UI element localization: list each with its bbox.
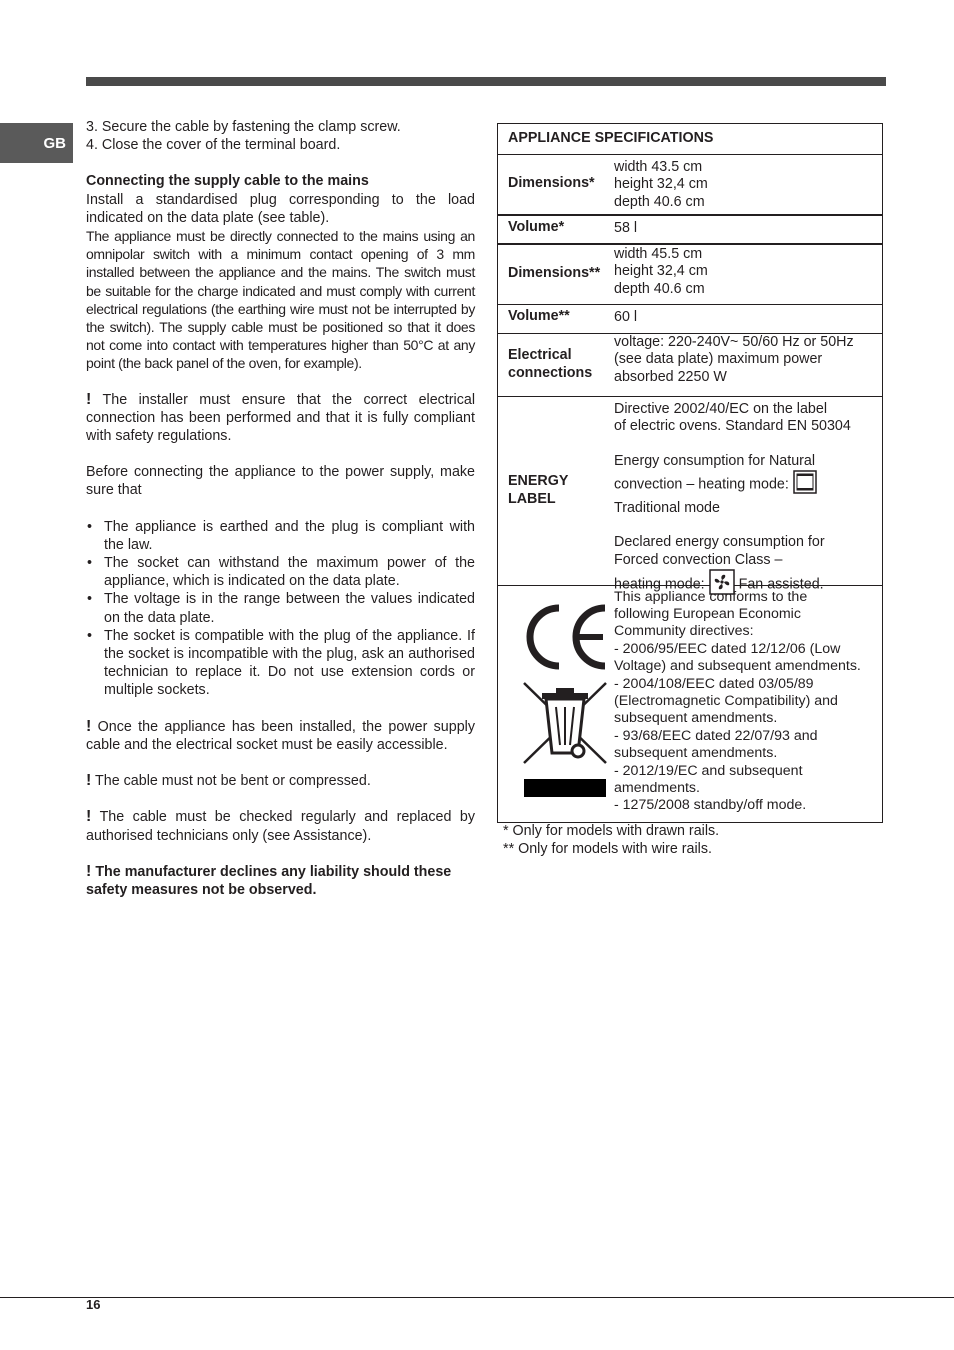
compliance-line: Voltage) and subsequent amendments. [614,658,861,675]
oven-static-icon [793,470,817,500]
compliance-line: - 2012/19/EC and subsequent [614,762,803,779]
dimension-depth: depth 40.6 cm [614,193,705,210]
energy-line-text: heating mode: [614,576,705,593]
list-item: • The voltage is in the range between the values indicated on the data plate. [86,590,475,626]
step-3: 3. Secure the cable by fastening the clamp screw. [86,119,401,135]
exclamation-icon: ! [86,717,92,735]
list-item: • The appliance is earthed and the plug is compliant with the law. [86,518,475,554]
warning-liability-text: The manufacturer declines any liability should these safety measures not be observed. [86,863,452,898]
volume-value: 58 l [614,219,638,236]
electrical-label [498,334,614,396]
section-heading: Connecting the supply cable to the mains [86,173,369,190]
compliance-line: subsequent amendments. [614,710,778,727]
footnote-wire-rails: ** Only for models with wire rails. [503,841,712,857]
dimension-depth: depth 40.6 cm [614,280,705,297]
table-row [498,304,882,333]
dimensions-label: Dimensions** [508,265,601,282]
crossed-bin-icon [522,681,608,775]
energy-line: of electric ovens. Standard EN 50304 [614,418,851,434]
compliance-line: - 2004/108/EEC dated 03/05/89 [614,675,814,692]
warning-accessible-text: Once the appliance has been installed, the power supply cable and the electrical socket must be easily accessible. [86,718,475,753]
energy-line: Directive 2002/40/EC on the label [614,400,827,417]
electrical-line: (see data plate) maximum power [614,351,823,367]
checklist [86,518,475,700]
energy-label-line: LABEL [508,490,556,507]
language-tab-label: GB [43,134,66,152]
warning-installer [86,391,475,446]
compliance-line: - 93/68/EEC dated 22/07/93 and [614,727,818,744]
paragraph-switch: The appliance must be directly connected to the mains using an omnipolar switch with a minimum contact opening of 3 mm installed between the appliance and the mains. The switch must be suitable for the charge indicated and must comply with current electrical regulations (the earthing wire must not be interrupted by the switch). The supply cable must be positioned so that it does not come into contact with temperatures higher than 50°C at any point (the back panel of the oven, for example). [86,228,475,372]
dimension-height: height 32,4 cm [614,263,708,279]
bottom-rule [0,1297,954,1298]
warning-installer-text: The installer must ensure that the correct electrical connection has been performed and that it is fully compliant with safety regulations. [86,391,475,445]
paragraph-plug: Install a standardised plug corresponding to the load indicated on the data plate (see table). [86,191,475,226]
exclamation-icon: ! [86,772,92,790]
energy-line: Forced convection Class – [614,551,783,568]
ce-mark-icon [521,604,609,676]
compliance-line: amendments. [614,779,700,796]
electrical-line: voltage: 220-240V~ 50/60 Hz or 50Hz [614,333,854,350]
specifications-table [497,123,883,823]
warning-accessible [86,718,475,754]
warning-checked-text: The cable must be checked regularly and replaced by authorised technicians only (see Assistance). [86,809,475,844]
exclamation-icon: ! [86,808,92,826]
list-item: • The socket is compatible with the plug of the appliance. If the socket is incompatible with the plug, ask an authorised technician to replace it. Do not use extension cords or multiple sockets. [86,627,475,700]
electrical-line: absorbed 2250 W [614,368,727,385]
dimension-width: width 45.5 cm [614,245,703,262]
compliance-line: (Electromagnetic Compatibility) and [614,692,838,709]
volume-value: 60 l [614,308,638,325]
energy-label [498,397,614,585]
table-title: APPLIANCE SPECIFICATIONS [508,130,714,146]
compliance-line: - 2006/95/EEC dated 12/12/06 (Low [614,640,841,657]
warning-liability [86,863,475,899]
exclamation-icon: ! [86,390,92,408]
list-item: • The socket can withstand the maximum power of the appliance, which is indicated on the data plate. [86,554,475,590]
compliance-logos [498,586,614,822]
language-tab [0,123,73,163]
warning-bent-text: The cable must not be bent or compressed. [95,773,371,790]
energy-line-text: Fan assisted. [738,576,824,593]
energy-line: Energy consumption for Natural [614,452,816,469]
table-row [498,154,882,214]
step-4: 4. Close the cover of the terminal board. [86,137,341,154]
energy-label-line: ENERGY [508,473,569,489]
energy-line [614,470,880,500]
page-number: 16 [86,1297,101,1312]
energy-line-text: convection – heating mode: [614,476,789,493]
compliance-line: - 1275/2008 standby/off mode. [614,797,807,814]
compliance-line: This appliance conforms to the [614,588,808,605]
table-row [498,243,882,304]
top-rule [86,77,886,86]
dimension-width: width 43.5 cm [614,158,703,175]
table-row [498,585,882,822]
table-row [498,214,882,243]
electrical-label-line: connections [508,364,593,381]
energy-line: Traditional mode [614,499,720,516]
compliance-line: following European Economic [614,605,801,622]
warning-bent [86,772,475,790]
black-bar [524,779,606,797]
table-row [498,333,882,396]
volume-label: Volume** [508,307,570,324]
exclamation-icon: ! [86,862,92,880]
left-column [86,118,475,899]
footnotes [503,822,719,858]
volume-label: Volume* [508,218,565,235]
table-row [498,396,882,593]
dimensions-label: Dimensions* [508,175,595,192]
energy-line: Declared energy consumption for [614,534,825,550]
table-header-row [498,124,882,154]
before-connecting: Before connecting the appliance to the power supply, make sure that [86,464,475,499]
compliance-line: Community directives: [614,623,754,640]
electrical-label-line: Electrical [508,347,572,363]
dimension-height: height 32,4 cm [614,176,708,192]
footnote-drawn-rails: * Only for models with drawn rails. [503,823,720,839]
compliance-line: subsequent amendments. [614,745,778,762]
warning-checked [86,808,475,844]
